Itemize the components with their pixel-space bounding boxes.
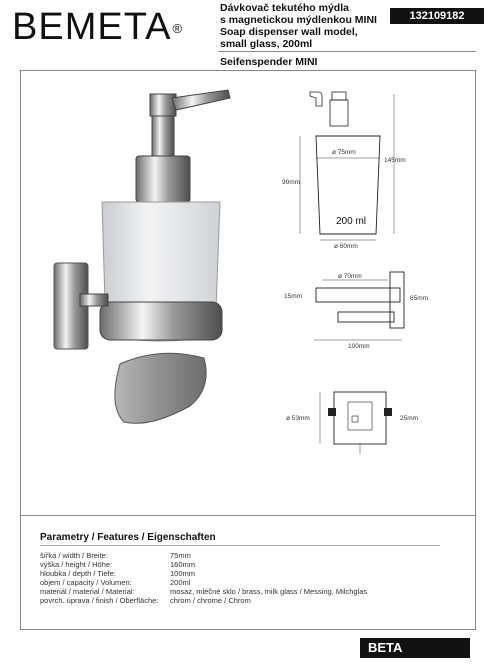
spec-label-height: výška / height / Höhe:: [40, 560, 113, 569]
series-badge: BETA: [360, 638, 470, 658]
side-right: 65mm: [410, 295, 429, 302]
spec-value-width: 75mm: [170, 551, 191, 560]
spec-value-material: mosaz, mléčné sklo / brass, milk glass / Messing, Milchglas: [170, 587, 368, 596]
spec-value-capacity: 200ml: [170, 578, 191, 587]
title-de: Seifenspender MINI: [220, 56, 318, 68]
spec-label-material: materiál / material / Material:: [40, 587, 135, 596]
spec-value-depth: 100mm: [170, 569, 196, 578]
side-view-drawing: [282, 268, 442, 350]
front-capacity: 200 ml: [336, 216, 367, 227]
plate-view-drawing: [286, 386, 430, 460]
spec-label-width: šířka / width / Breite:: [40, 551, 108, 560]
brand-name: BEMETA: [12, 6, 172, 48]
plate-depth: 25mm: [400, 415, 419, 422]
spec-value-finish: chrom / chrome / Chrom: [170, 596, 251, 605]
brand-mark: ®: [172, 21, 184, 36]
title-cz-line1: Dávkovač tekutého mýdla: [220, 2, 349, 14]
front-height-body: 90mm: [282, 179, 301, 186]
title-cz-line2: s magnetickou mýdlenkou MINI: [220, 14, 377, 26]
title-en-line2: small glass, 200ml: [220, 38, 313, 50]
front-height-total: 145mm: [384, 157, 406, 164]
spec-label-depth: hloubka / depth / Tiefe:: [40, 569, 116, 578]
features-title: Parametry / Features / Eigenschaften: [40, 532, 216, 543]
title-en-line1: Soap dispenser wall model,: [220, 26, 358, 38]
header-divider: [218, 51, 476, 52]
features-divider: [40, 545, 440, 546]
front-dia-bottom: ø 60mm: [334, 243, 358, 250]
side-left: 15mm: [284, 293, 303, 300]
spec-label-finish: povrch. úprava / finish / Oberfläche:: [40, 596, 159, 605]
side-depth: 100mm: [348, 343, 370, 350]
front-view-drawing: [270, 90, 410, 250]
plate-dia: ø 53mm: [286, 415, 310, 422]
product-photo: [40, 88, 240, 433]
spec-label-capacity: objem / capacity / Volumen:: [40, 578, 132, 587]
spec-value-height: 160mm: [170, 560, 196, 569]
product-title: [220, 2, 377, 50]
front-dia-top: ø 75mm: [332, 149, 356, 156]
side-dia: ø 70mm: [338, 273, 362, 280]
brand-logo: [12, 8, 183, 46]
product-code: 132109182: [390, 8, 484, 24]
